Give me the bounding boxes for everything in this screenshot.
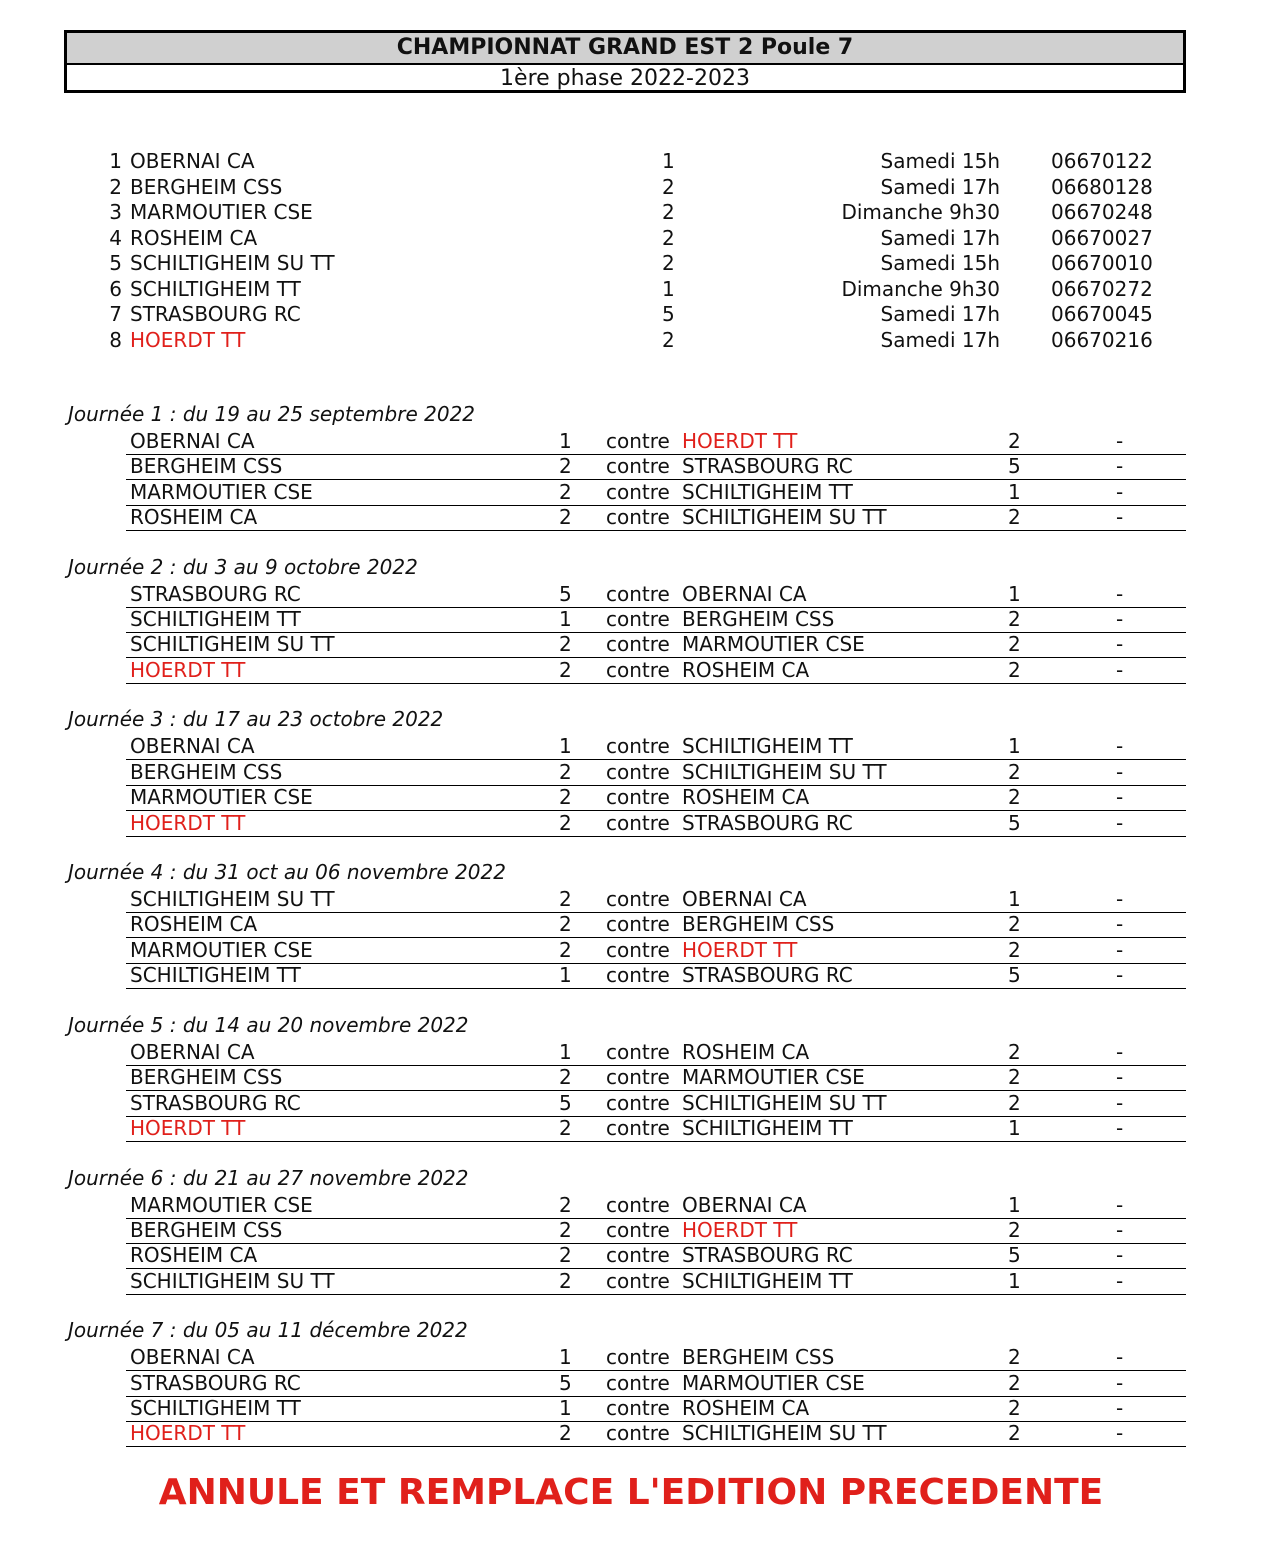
team-name: ROSHEIM CA bbox=[130, 225, 258, 250]
versus-label: contre bbox=[606, 1268, 670, 1293]
away-team: BERGHEIM CSS bbox=[682, 607, 835, 632]
match-row bbox=[126, 1421, 1186, 1447]
away-number: 1 bbox=[1008, 1192, 1021, 1217]
away-team: ROSHEIM CA bbox=[682, 1039, 810, 1064]
match-result: - bbox=[1116, 454, 1124, 479]
match-row bbox=[126, 1116, 1186, 1142]
away-number: 2 bbox=[1008, 607, 1021, 632]
team-count: 1 bbox=[662, 149, 675, 173]
versus-label: contre bbox=[606, 785, 670, 810]
team-code: 06680128 bbox=[1051, 174, 1153, 199]
team-schedule: Dimanche 9h30 bbox=[841, 276, 1000, 301]
header-box bbox=[64, 30, 1186, 93]
home-team: STRASBOURG RC bbox=[130, 1370, 301, 1395]
match-row bbox=[126, 1218, 1186, 1244]
home-number: 2 bbox=[559, 785, 572, 810]
team-name: SCHILTIGHEIM TT bbox=[130, 276, 301, 301]
match-result: - bbox=[1116, 734, 1124, 759]
match-row bbox=[126, 1269, 1186, 1295]
home-team: HOERDT TT bbox=[130, 657, 246, 682]
footer-notice: ANNULE ET REMPLACE L'EDITION PRECEDENTE bbox=[158, 1472, 1104, 1513]
journee-title: Journée 5 : du 14 au 20 novembre 2022 bbox=[68, 1012, 469, 1037]
away-number: 2 bbox=[1008, 1370, 1021, 1395]
team-code: 06670010 bbox=[1051, 251, 1153, 275]
match-result: - bbox=[1116, 810, 1124, 835]
home-number: 2 bbox=[559, 505, 572, 530]
home-team: ROSHEIM CA bbox=[130, 1243, 258, 1268]
match-result: - bbox=[1116, 887, 1124, 912]
team-schedule: Samedi 15h bbox=[880, 149, 1000, 173]
away-number: 2 bbox=[1008, 1421, 1021, 1446]
team-schedule: Samedi 17h bbox=[880, 302, 1000, 326]
journee-title: Journée 1 : du 19 au 25 septembre 2022 bbox=[68, 402, 476, 426]
versus-label: contre bbox=[606, 734, 670, 759]
match-result: - bbox=[1116, 1192, 1124, 1217]
team-number: 7 bbox=[109, 302, 122, 326]
home-team: HOERDT TT bbox=[130, 1115, 246, 1140]
match-row bbox=[126, 887, 1186, 913]
away-number: 5 bbox=[1008, 810, 1021, 835]
team-number: 4 bbox=[109, 225, 122, 250]
home-number: 2 bbox=[559, 1065, 572, 1090]
away-team: SCHILTIGHEIM SU TT bbox=[682, 1090, 887, 1115]
team-count: 2 bbox=[662, 251, 675, 275]
versus-label: contre bbox=[606, 912, 670, 937]
home-number: 2 bbox=[559, 1192, 572, 1217]
home-team: SCHILTIGHEIM SU TT bbox=[130, 632, 335, 657]
home-team: HOERDT TT bbox=[130, 1421, 246, 1446]
home-number: 1 bbox=[559, 734, 572, 759]
match-result: - bbox=[1116, 963, 1124, 988]
team-count: 2 bbox=[662, 225, 675, 250]
away-number: 1 bbox=[1008, 1268, 1021, 1293]
team-row bbox=[0, 251, 1262, 276]
versus-label: contre bbox=[606, 1395, 670, 1420]
away-number: 2 bbox=[1008, 1090, 1021, 1115]
away-number: 2 bbox=[1008, 505, 1021, 530]
home-team: OBERNAI CA bbox=[130, 1039, 255, 1064]
match-result: - bbox=[1116, 479, 1124, 504]
match-result: - bbox=[1116, 1243, 1124, 1268]
home-team: OBERNAI CA bbox=[130, 734, 255, 759]
match-result: - bbox=[1116, 1065, 1124, 1090]
match-row bbox=[126, 505, 1186, 531]
team-count: 2 bbox=[662, 200, 675, 224]
match-result: - bbox=[1116, 581, 1124, 606]
match-row bbox=[126, 607, 1186, 633]
home-number: 1 bbox=[559, 1345, 572, 1370]
home-number: 2 bbox=[559, 479, 572, 504]
team-count: 2 bbox=[662, 327, 675, 352]
home-team: MARMOUTIER CSE bbox=[130, 785, 313, 810]
journee-title: Journée 6 : du 21 au 27 novembre 2022 bbox=[68, 1165, 469, 1190]
home-number: 2 bbox=[559, 759, 572, 784]
match-row bbox=[126, 963, 1186, 989]
home-number: 1 bbox=[559, 1395, 572, 1420]
home-team: MARMOUTIER CSE bbox=[130, 937, 313, 962]
match-result: - bbox=[1116, 759, 1124, 784]
team-code: 06670248 bbox=[1051, 200, 1153, 224]
match-row bbox=[126, 454, 1186, 480]
match-row bbox=[126, 1040, 1186, 1066]
match-row bbox=[126, 1091, 1186, 1117]
away-team: STRASBOURG RC bbox=[682, 810, 853, 835]
team-schedule: Samedi 15h bbox=[880, 251, 1000, 275]
away-team: SCHILTIGHEIM TT bbox=[682, 479, 853, 504]
away-number: 1 bbox=[1008, 479, 1021, 504]
versus-label: contre bbox=[606, 657, 670, 682]
home-number: 2 bbox=[559, 937, 572, 962]
match-row bbox=[126, 429, 1186, 455]
away-number: 2 bbox=[1008, 1217, 1021, 1242]
away-number: 2 bbox=[1008, 1065, 1021, 1090]
home-team: STRASBOURG RC bbox=[130, 1090, 301, 1115]
away-number: 2 bbox=[1008, 912, 1021, 937]
away-team: ROSHEIM CA bbox=[682, 1395, 810, 1420]
match-row bbox=[126, 1065, 1186, 1091]
match-result: - bbox=[1116, 1039, 1124, 1064]
home-number: 2 bbox=[559, 810, 572, 835]
team-name: MARMOUTIER CSE bbox=[130, 200, 313, 224]
home-number: 1 bbox=[559, 1039, 572, 1064]
away-team: BERGHEIM CSS bbox=[682, 912, 835, 937]
away-number: 1 bbox=[1008, 887, 1021, 912]
match-row bbox=[126, 938, 1186, 964]
team-code: 06670122 bbox=[1051, 149, 1153, 173]
away-number: 2 bbox=[1008, 785, 1021, 810]
versus-label: contre bbox=[606, 937, 670, 962]
team-row bbox=[0, 200, 1262, 225]
match-result: - bbox=[1116, 1421, 1124, 1446]
home-number: 2 bbox=[559, 454, 572, 479]
match-result: - bbox=[1116, 1217, 1124, 1242]
home-number: 1 bbox=[559, 429, 572, 453]
team-number: 3 bbox=[109, 200, 122, 224]
away-number: 1 bbox=[1008, 581, 1021, 606]
home-number: 2 bbox=[559, 912, 572, 937]
match-result: - bbox=[1116, 1395, 1124, 1420]
journee-title: Journée 2 : du 3 au 9 octobre 2022 bbox=[68, 554, 418, 579]
page-title: CHAMPIONNAT GRAND EST 2 Poule 7 bbox=[67, 33, 1183, 65]
versus-label: contre bbox=[606, 1243, 670, 1268]
away-number: 2 bbox=[1008, 1345, 1021, 1370]
journee-title: Journée 7 : du 05 au 11 décembre 2022 bbox=[68, 1318, 468, 1343]
home-team: SCHILTIGHEIM TT bbox=[130, 963, 301, 988]
match-result: - bbox=[1116, 607, 1124, 632]
match-row bbox=[126, 1243, 1186, 1269]
away-number: 1 bbox=[1008, 1115, 1021, 1140]
away-team: STRASBOURG RC bbox=[682, 1243, 853, 1268]
home-team: BERGHEIM CSS bbox=[130, 1217, 283, 1242]
home-team: MARMOUTIER CSE bbox=[130, 1192, 313, 1217]
team-name: BERGHEIM CSS bbox=[130, 174, 283, 199]
home-number: 2 bbox=[559, 1421, 572, 1446]
away-number: 1 bbox=[1008, 734, 1021, 759]
match-row bbox=[126, 1345, 1186, 1371]
versus-label: contre bbox=[606, 1217, 670, 1242]
match-row bbox=[126, 785, 1186, 811]
versus-label: contre bbox=[606, 1065, 670, 1090]
team-name: STRASBOURG RC bbox=[130, 302, 301, 326]
versus-label: contre bbox=[606, 607, 670, 632]
match-row bbox=[126, 1193, 1186, 1219]
away-team: BERGHEIM CSS bbox=[682, 1345, 835, 1370]
versus-label: contre bbox=[606, 1039, 670, 1064]
team-code: 06670272 bbox=[1051, 276, 1153, 301]
away-team: HOERDT TT bbox=[682, 1217, 798, 1242]
match-result: - bbox=[1116, 1370, 1124, 1395]
page-subtitle: 1ère phase 2022-2023 bbox=[500, 66, 750, 91]
versus-label: contre bbox=[606, 1345, 670, 1370]
match-row bbox=[126, 658, 1186, 684]
versus-label: contre bbox=[606, 479, 670, 504]
away-team: SCHILTIGHEIM TT bbox=[682, 1115, 853, 1140]
journee-title: Journée 3 : du 17 au 23 octobre 2022 bbox=[68, 707, 444, 732]
team-row bbox=[0, 226, 1262, 251]
versus-label: contre bbox=[606, 759, 670, 784]
match-result: - bbox=[1116, 657, 1124, 682]
home-number: 5 bbox=[559, 1090, 572, 1115]
away-number: 2 bbox=[1008, 1039, 1021, 1064]
team-schedule: Samedi 17h bbox=[880, 225, 1000, 250]
away-team: MARMOUTIER CSE bbox=[682, 1065, 865, 1090]
home-team: SCHILTIGHEIM SU TT bbox=[130, 887, 335, 912]
team-row bbox=[0, 149, 1262, 174]
away-number: 2 bbox=[1008, 632, 1021, 657]
match-result: - bbox=[1116, 505, 1124, 530]
away-team: SCHILTIGHEIM SU TT bbox=[682, 759, 887, 784]
versus-label: contre bbox=[606, 1370, 670, 1395]
home-team: HOERDT TT bbox=[130, 810, 246, 835]
match-result: - bbox=[1116, 912, 1124, 937]
match-row bbox=[126, 1396, 1186, 1422]
home-team: ROSHEIM CA bbox=[130, 505, 258, 530]
match-result: - bbox=[1116, 1115, 1124, 1140]
team-number: 5 bbox=[109, 251, 122, 275]
team-schedule: Samedi 17h bbox=[880, 174, 1000, 199]
home-team: SCHILTIGHEIM SU TT bbox=[130, 1268, 335, 1293]
journee-title: Journée 4 : du 31 oct au 06 novembre 2022 bbox=[68, 860, 506, 885]
home-number: 1 bbox=[559, 963, 572, 988]
home-number: 2 bbox=[559, 1268, 572, 1293]
away-number: 5 bbox=[1008, 963, 1021, 988]
home-team: ROSHEIM CA bbox=[130, 912, 258, 937]
away-number: 2 bbox=[1008, 759, 1021, 784]
away-number: 2 bbox=[1008, 937, 1021, 962]
away-number: 5 bbox=[1008, 1243, 1021, 1268]
match-row bbox=[126, 480, 1186, 506]
home-number: 1 bbox=[559, 607, 572, 632]
home-number: 2 bbox=[559, 657, 572, 682]
versus-label: contre bbox=[606, 963, 670, 988]
match-result: - bbox=[1116, 1268, 1124, 1293]
home-number: 2 bbox=[559, 1243, 572, 1268]
away-team: HOERDT TT bbox=[682, 429, 798, 453]
home-team: BERGHEIM CSS bbox=[130, 1065, 283, 1090]
away-team: OBERNAI CA bbox=[682, 887, 807, 912]
away-team: SCHILTIGHEIM SU TT bbox=[682, 1421, 887, 1446]
team-number: 1 bbox=[109, 149, 122, 173]
away-number: 2 bbox=[1008, 1395, 1021, 1420]
away-team: STRASBOURG RC bbox=[682, 454, 853, 479]
versus-label: contre bbox=[606, 505, 670, 530]
away-team: ROSHEIM CA bbox=[682, 785, 810, 810]
match-row bbox=[126, 912, 1186, 938]
away-number: 2 bbox=[1008, 429, 1021, 453]
home-number: 2 bbox=[559, 1217, 572, 1242]
match-result: - bbox=[1116, 937, 1124, 962]
away-team: HOERDT TT bbox=[682, 937, 798, 962]
home-number: 2 bbox=[559, 1115, 572, 1140]
team-row bbox=[0, 328, 1262, 353]
match-result: - bbox=[1116, 632, 1124, 657]
versus-label: contre bbox=[606, 632, 670, 657]
home-team: STRASBOURG RC bbox=[130, 581, 301, 606]
match-result: - bbox=[1116, 1345, 1124, 1370]
away-team: STRASBOURG RC bbox=[682, 963, 853, 988]
versus-label: contre bbox=[606, 810, 670, 835]
team-name: OBERNAI CA bbox=[130, 149, 255, 173]
home-team: BERGHEIM CSS bbox=[130, 454, 283, 479]
team-number: 8 bbox=[109, 327, 122, 352]
team-schedule: Dimanche 9h30 bbox=[841, 200, 1000, 224]
team-number: 2 bbox=[109, 174, 122, 199]
team-code: 06670216 bbox=[1051, 327, 1153, 352]
team-count: 2 bbox=[662, 174, 675, 199]
home-team: OBERNAI CA bbox=[130, 429, 255, 453]
home-team: SCHILTIGHEIM TT bbox=[130, 1395, 301, 1420]
away-team: MARMOUTIER CSE bbox=[682, 1370, 865, 1395]
home-team: OBERNAI CA bbox=[130, 1345, 255, 1370]
match-result: - bbox=[1116, 1090, 1124, 1115]
match-result: - bbox=[1116, 785, 1124, 810]
team-name: HOERDT TT bbox=[130, 327, 246, 352]
match-row bbox=[126, 582, 1186, 608]
team-code: 06670027 bbox=[1051, 225, 1153, 250]
home-number: 5 bbox=[559, 1370, 572, 1395]
match-row bbox=[126, 760, 1186, 786]
away-team: SCHILTIGHEIM SU TT bbox=[682, 505, 887, 530]
away-team: MARMOUTIER CSE bbox=[682, 632, 865, 657]
home-team: SCHILTIGHEIM TT bbox=[130, 607, 301, 632]
home-team: MARMOUTIER CSE bbox=[130, 479, 313, 504]
team-row bbox=[0, 302, 1262, 327]
match-row bbox=[126, 632, 1186, 658]
match-result: - bbox=[1116, 429, 1124, 453]
team-code: 06670045 bbox=[1051, 302, 1153, 326]
team-name: SCHILTIGHEIM SU TT bbox=[130, 251, 335, 275]
home-number: 5 bbox=[559, 581, 572, 606]
match-row bbox=[126, 1371, 1186, 1397]
team-schedule: Samedi 17h bbox=[880, 327, 1000, 352]
away-team: OBERNAI CA bbox=[682, 581, 807, 606]
away-number: 5 bbox=[1008, 454, 1021, 479]
away-team: SCHILTIGHEIM TT bbox=[682, 734, 853, 759]
versus-label: contre bbox=[606, 887, 670, 912]
team-count: 1 bbox=[662, 276, 675, 301]
team-row bbox=[0, 277, 1262, 302]
versus-label: contre bbox=[606, 454, 670, 479]
away-team: OBERNAI CA bbox=[682, 1192, 807, 1217]
versus-label: contre bbox=[606, 1421, 670, 1446]
away-team: ROSHEIM CA bbox=[682, 657, 810, 682]
versus-label: contre bbox=[606, 1090, 670, 1115]
team-row bbox=[0, 175, 1262, 200]
away-number: 2 bbox=[1008, 657, 1021, 682]
home-number: 2 bbox=[559, 632, 572, 657]
home-team: BERGHEIM CSS bbox=[130, 759, 283, 784]
away-team: SCHILTIGHEIM TT bbox=[682, 1268, 853, 1293]
match-row bbox=[126, 734, 1186, 760]
match-row bbox=[126, 811, 1186, 837]
team-count: 5 bbox=[662, 302, 675, 326]
home-number: 2 bbox=[559, 887, 572, 912]
team-number: 6 bbox=[109, 276, 122, 301]
versus-label: contre bbox=[606, 429, 670, 453]
versus-label: contre bbox=[606, 1192, 670, 1217]
versus-label: contre bbox=[606, 1115, 670, 1140]
versus-label: contre bbox=[606, 581, 670, 606]
